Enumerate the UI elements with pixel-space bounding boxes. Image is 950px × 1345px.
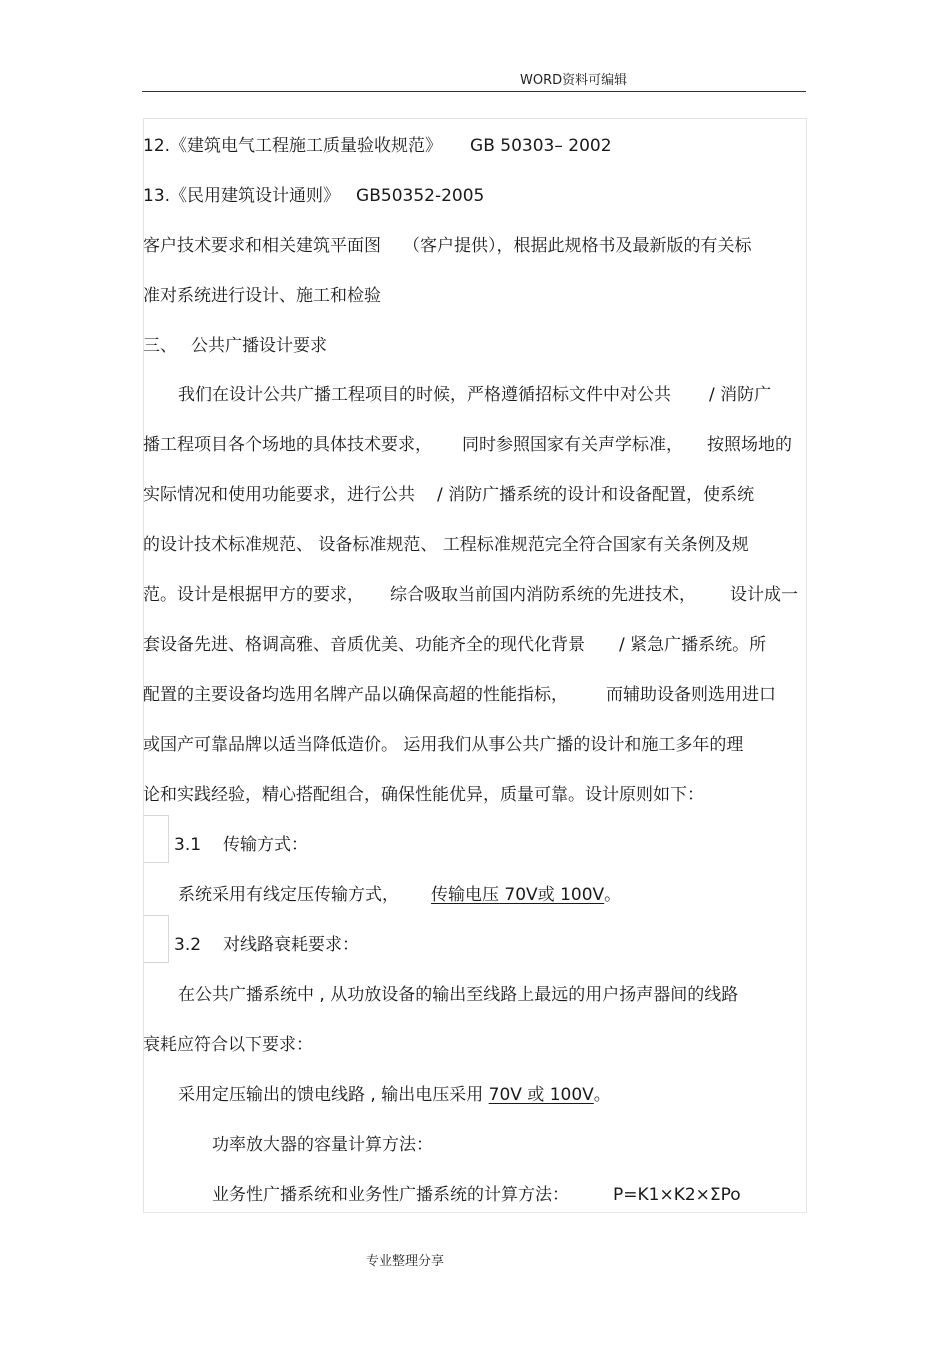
paragraph-text: 范。设计是根据甲方的要求，: [143, 585, 364, 605]
paragraph-line-7: [143, 680, 776, 705]
intro-line-2: 准对系统进行设计、施工和检验: [143, 286, 381, 306]
page-header: WORD资料可编辑: [520, 73, 628, 88]
body-text: 。: [593, 1085, 611, 1105]
paragraph-line-1: [178, 380, 771, 405]
paragraph-text: / 消防广播系统的设计和设备配置，使系统: [437, 485, 755, 505]
paragraph-line-8: 或国产可靠品牌以适当降低造价。 运用我们从事公共广播的设计和施工多年的理: [143, 735, 744, 755]
standard-title: 《建筑电气工程施工质量验收规范》: [170, 136, 443, 156]
attenuation-line-3: [178, 1080, 611, 1105]
paragraph-text: 按照场地的: [707, 435, 792, 455]
subsection-number: 3.1: [174, 835, 202, 855]
content-frame-top: [143, 118, 806, 119]
standard-number: 12.: [143, 136, 171, 156]
section-title: 公共广播设计要求: [191, 336, 327, 356]
voltage-spec: 70V 或 100V: [488, 1085, 594, 1105]
power-formula: P=K1×K2×ΣPo: [613, 1185, 741, 1205]
paragraph-line-9: 论和实践经验，精心搭配组合，确保性能优异，质量可靠。设计原则如下：: [143, 785, 704, 805]
standard-code: GB50352-2005: [356, 186, 485, 206]
subsection-heading-3-1: [174, 830, 308, 855]
body-text: 系统采用有线定压传输方式，: [178, 885, 399, 905]
standard-item-12: [143, 131, 612, 156]
content-frame-bottom: [143, 1212, 806, 1213]
paragraph-text: 播工程项目各个场地的具体技术要求，: [143, 435, 432, 455]
paragraph-line-6: [143, 630, 766, 655]
paragraph-text: 套设备先进、格调高雅、音质优美、功能齐全的现代化背景: [143, 635, 585, 655]
standard-number: 13.: [143, 186, 171, 206]
section-heading: [143, 331, 327, 356]
paragraph-line-2: [143, 430, 792, 455]
body-text: 采用定压输出的馈电线路 , 输出电压采用: [178, 1085, 489, 1105]
header-rule: [142, 91, 806, 92]
subsection-marker-box: [143, 815, 169, 863]
intro-text-a: 客户技术要求和相关建筑平面图: [143, 236, 381, 256]
page-footer: 专业整理分享: [366, 1254, 445, 1269]
paragraph-line-3: [143, 480, 754, 505]
paragraph-text: 我们在设计公共广播工程项目的时候，严格遵循招标文件中对公共: [178, 385, 671, 405]
attenuation-line-1: 在公共广播系统中 , 从功放设备的输出至线路上最远的用户扬声器间的线路: [178, 985, 739, 1005]
paragraph-text: / 消防广: [709, 385, 772, 405]
intro-line-1: [143, 231, 752, 256]
paragraph-text: / 紧急广播系统。所: [619, 635, 767, 655]
subsection-heading-3-2: [174, 930, 359, 955]
paragraph-text: 配置的主要设备均选用名牌产品以确保高超的性能指标，: [143, 685, 568, 705]
standard-item-13: [143, 181, 484, 206]
section-number: 三、: [143, 336, 177, 356]
paragraph-text: 设计成一: [730, 585, 798, 605]
paragraph-text: 而辅助设备则选用进口: [606, 685, 776, 705]
voltage-spec: 传输电压 70V或 100V: [431, 885, 605, 905]
transmission-line: [178, 880, 621, 905]
amplifier-capacity-heading: 功率放大器的容量计算方法：: [212, 1135, 433, 1155]
intro-text-b: （客户提供），根据此规格书及最新版的有关标: [403, 236, 752, 256]
attenuation-line-2: 衰耗应符合以下要求：: [143, 1035, 313, 1055]
subsection-number: 3.2: [174, 935, 202, 955]
standard-title: 《民用建筑设计通则》: [170, 186, 341, 206]
content-frame-right: [806, 118, 807, 1213]
subsection-marker-box: [143, 915, 169, 963]
paragraph-text: 实际情况和使用功能要求，进行公共: [143, 485, 415, 505]
body-text: 。: [604, 885, 622, 905]
subsection-title: 对线路衰耗要求：: [223, 935, 360, 955]
standard-code: GB 50303– 2002: [470, 136, 612, 156]
paragraph-line-4: 的设计技术标准规范、 设备标准规范、 工程标准规范完全符合国家有关条例及规: [143, 535, 749, 555]
paragraph-text: 综合吸取当前国内消防系统的先进技术，: [390, 585, 696, 605]
body-text: 业务性广播系统和业务性广播系统的计算方法：: [212, 1185, 569, 1205]
paragraph-text: 同时参照国家有关声学标准，: [462, 435, 683, 455]
paragraph-line-5: [143, 580, 798, 605]
formula-line: [212, 1180, 741, 1205]
subsection-title: 传输方式：: [223, 835, 309, 855]
